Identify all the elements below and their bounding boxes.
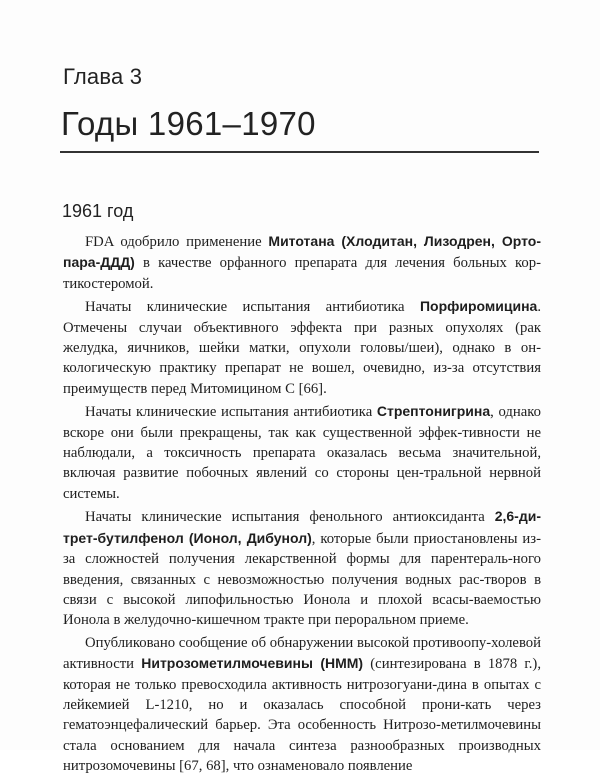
- paragraph-text: FDA одобрило применение: [85, 234, 269, 250]
- paragraph-text: , которые были приостановлены из-за сложностей получения лекарственной формы для парентераль-ного введения, связанных с невозможностью получения водных рас-творов в связи с высокой липофильностью Ионола и плохой всасы-ваемостью Ионола в желудочно-кишечном тракте при пероральном приеме.: [63, 530, 541, 629]
- drug-name-porfiromycin: Порфиромицина: [419, 298, 538, 315]
- paragraph-text: (синтезирована в 1878 г.), которая не только превосходила активность нитрозогуани-дина в опытах с лейкемией L-1210, но и оказалась способной прони-кать через гематоэнцефалический барьер. Эта особенность Нитрозо-метилмочевины стала основанием для начала синтеза разнообразных производных нитрозомочевины [67, 68], что ознаменовало появление: [63, 656, 541, 775]
- section-heading: 1961 год: [62, 201, 134, 221]
- paragraph-text: Начаты клинические испытания фенольного антиоксиданта: [85, 509, 495, 526]
- title-divider: [60, 151, 539, 153]
- body-text: [63, 231, 541, 779]
- drug-name-mitotane: Митотана (Хлодитан, Лизодрен, Орто-пара-ДДД): [63, 233, 542, 271]
- paragraph-streptonigrin: [63, 401, 541, 504]
- paragraph-text: . Отмечены случаи объективного эффекта при разных опухолях (рак желудка, яичников, шейки матки, опухоли головы/шеи), однако в он-кологическую практику препарат не вошел, очевидно, из-за отсутствия преимуществ перед Митомицином С [66].: [63, 299, 541, 397]
- chapter-title: Годы 1961–1970: [61, 105, 316, 142]
- paragraph-mitotane: [63, 231, 541, 294]
- paragraph-text: Начаты клинические испытания антибиотика: [85, 404, 377, 421]
- paragraph-ionol: [63, 506, 541, 630]
- paragraph-text: , однако вскоре они были прекращены, так как существенной эффек-тивности не наблюдали, а токсичность препарата оказалась весьма значительной, включая развитие побочных явлений со стороны цен-тральной нервной системы.: [63, 404, 541, 502]
- paragraph-porfiromycin: [63, 296, 541, 399]
- chapter-label: Глава 3: [63, 64, 143, 89]
- drug-name-ionol: 2,6-ди-трет-бутилфенол (Ионол, Дибунол): [63, 508, 541, 546]
- paragraph-text: Начаты клинические испытания антибиотика: [85, 299, 420, 316]
- paragraph-text: в качестве орфанного препарата для лечения больных кор-тикостеромой.: [63, 255, 541, 292]
- drug-name-streptonigrin: Стрептонигрина: [376, 403, 491, 420]
- drug-name-nmm: Нитрозометилмочевины (НММ): [141, 655, 364, 672]
- paragraph-nmm: [63, 633, 541, 777]
- paragraph-text: Опубликовано сообщение об обнаружении высокой противоопу-холевой активности: [63, 634, 541, 673]
